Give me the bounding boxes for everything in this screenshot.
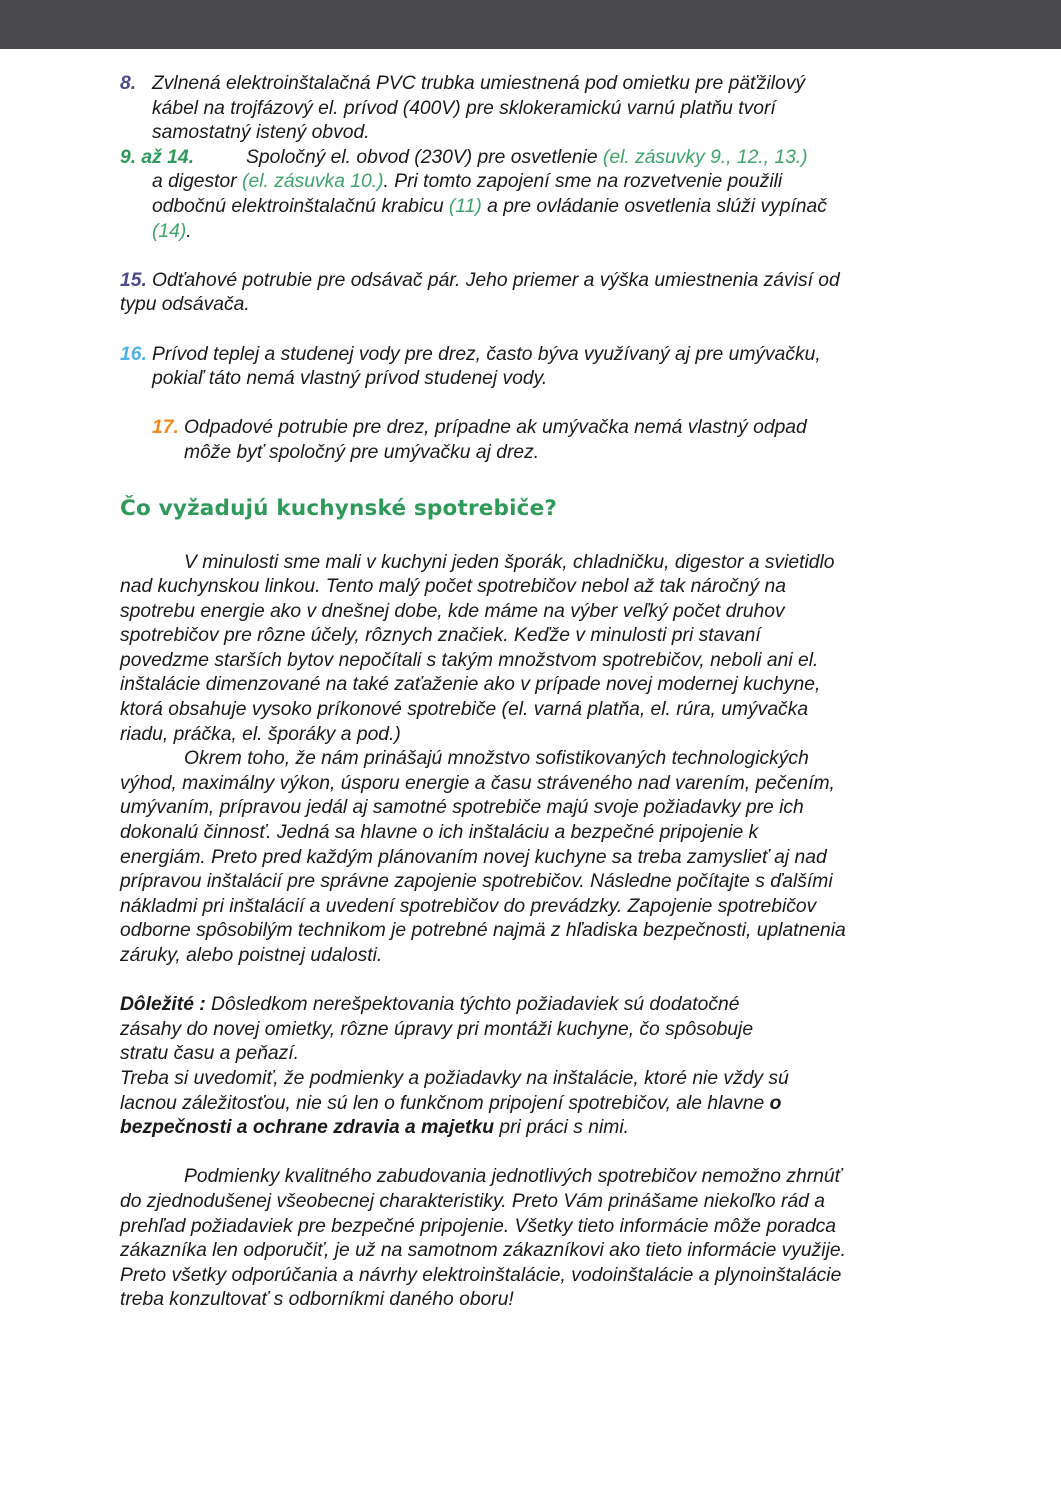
paragraph-line: treba konzultovať s odborníkmi daného oboru! [120, 1289, 514, 1311]
emphasis-text: bezpečnosti a ochrane zdravia a majetku [120, 1117, 494, 1139]
item-number: 9. až 14. [120, 146, 194, 168]
paragraph-line: Preto všetky odporúčania a návrhy elektroinštalácie, vodoinštalácie a plynoinštalácie [120, 1264, 842, 1286]
paragraph-line: riadu, práčka, el. šporáky a pod.) [120, 723, 401, 745]
paragraph-line: pri práci s nimi. [493, 1117, 629, 1139]
paragraph-line: Okrem toho, že nám prinášajú množstvo sofistikovaných technologických [184, 748, 809, 770]
paragraph-line: výhod, maximálny výkon, úsporu energie a času stráveného nad varením, pečením, [120, 772, 835, 794]
paragraph-line: lacnou záležitosťou, nie sú len o funkčnom pripojení spotrebičov, ale hlavne [120, 1092, 770, 1114]
paragraph-2 [120, 747, 930, 968]
paragraph-line: stratu času a peňazí. [120, 1043, 299, 1065]
paragraph-line: zásahy do novej omietky, rôzne úpravy pri montáži kuchyne, čo spôsobuje [120, 1018, 754, 1040]
item-text: . [186, 220, 192, 242]
item-text: a digestor [152, 171, 243, 193]
paragraph-line: odborne spôsobilým technikom je potrebné najmä z hľadiska bezpečnosti, uplatnenia [120, 920, 846, 942]
document-body [120, 72, 930, 1313]
emphasis-text: o [769, 1092, 782, 1114]
item-text-line: Zvlnená elektroinštalačná PVC trubka umiestnená pod omietku pre päťžilový [152, 73, 806, 94]
item-text: a pre ovládanie osvetlenia slúži vypínač [481, 195, 827, 217]
item-reference: (el. zásuvky 9., 12., 13.) [602, 146, 808, 168]
paragraph-line: ktorá obsahuje vysoko príkonové spotrebiče (el. varná platňa, el. rúra, umývačka [120, 699, 809, 721]
paragraph-line: nákladmi pri inštalácií a uvedení spotrebičov do prevádzky. Zapojenie spotrebičov [120, 895, 817, 917]
section-heading: Čo vyžadujú kuchynské spotrebiče? [120, 495, 558, 521]
item-text-line: kábel na trojfázový el. prívod (400V) pre sklokeramickú varnú platňu tvorí [152, 97, 776, 119]
important-note [120, 993, 930, 1141]
item-text-line: pokiaľ táto nemá vlastný prívod studenej vody. [152, 368, 548, 390]
paragraph-line: prípravou inštalácií pre správne zapojenie spotrebičov. Následne počítajte s ďalšími [120, 871, 833, 893]
item-reference: (11) [448, 195, 482, 217]
item-text-line: samostatný istený obvod. [152, 122, 370, 144]
paragraph-line: zákazníka len odporučiť, je už na samotnom zákazníkovi ako tieto informácie využije. [120, 1240, 846, 1262]
item-reference: (el. zásuvka 10.) [242, 171, 384, 193]
paragraph-line: do zjednodušenej všeobecnej charakteristiky. Preto Vám prinášame niekoľko rád a [120, 1190, 825, 1212]
item-text: Spoločný el. obvod (230V) pre osvetlenie [246, 146, 603, 168]
list-item-8 [120, 72, 930, 146]
paragraph-line: dokonalú činnosť. Jedná sa hlavne o ich inštaláciu a bezpečné pripojenie k [120, 822, 759, 844]
item-number: 15. [120, 269, 147, 291]
item-text-line: Odťahové potrubie pre odsávač pár. Jeho priemer a výška umiestnenia závisí od [152, 269, 840, 291]
important-label: Dôležité : [120, 994, 206, 1016]
paragraph-line: V minulosti sme mali v kuchyni jeden šporák, chladničku, digestor a svietidlo [184, 551, 835, 573]
paragraph-line: umývaním, prípravou jedál aj samotné spotrebiče majú svoje požiadavky pre ich [120, 797, 804, 819]
paragraph-3 [120, 1165, 930, 1313]
paragraph-line: záruky, alebo poistnej udalosti. [120, 945, 383, 966]
list-item-17 [120, 416, 930, 465]
paragraph-line: Treba si uvedomiť, že podmienky a požiadavky na inštalácie, ktoré nie vždy sú [120, 1067, 789, 1089]
paragraph-line: inštalácie dimenzované na také zaťaženie ako v prípade novej modernej kuchyne, [120, 674, 821, 696]
top-header-bar [0, 0, 1061, 49]
item-number: 8. [120, 73, 137, 94]
item-text-line: Odpadové potrubie pre drez, prípadne ak umývačka nemá vlastný odpad [184, 417, 807, 439]
paragraph-line: spotrebičov pre rôzne účely, rôznych značiek. Keďže v minulosti pri stavaní [120, 625, 761, 647]
item-number: 17. [152, 417, 179, 439]
paragraph-line: prehľad požiadaviek pre bezpečné pripojenie. Všetky tieto informácie môže poradca [120, 1215, 837, 1237]
item-text-line: Prívod teplej a studenej vody pre drez, často býva využívaný aj pre umývačku, [152, 343, 821, 365]
list-item-9-14 [120, 146, 930, 244]
paragraph-line: energiám. Preto pred každým plánovaním novej kuchyne sa treba zamyslieť aj nad [120, 846, 827, 868]
list-item-16 [120, 343, 930, 392]
paragraph-1 [120, 551, 930, 748]
item-text-line: môže byť spoločný pre umývačku aj drez. [184, 441, 540, 463]
item-number: 16. [120, 343, 147, 365]
paragraph-line: spotrebu energie ako v dnešnej dobe, kde máme na výber veľký počet druhov [120, 600, 785, 622]
item-text: . Pri tomto zapojení sme na rozvetvenie použili [383, 171, 783, 193]
paragraph-line: Dôsledkom nerešpektovania týchto požiadaviek sú dodatočné [205, 994, 740, 1016]
item-text-line: typu odsávača. [120, 294, 250, 316]
item-reference: (14) [152, 220, 187, 242]
item-text: odbočnú elektroinštalačnú krabicu [152, 195, 449, 217]
paragraph-line: povedzme starších bytov nepočítali s takým množstvom spotrebičov, neboli ani el. [120, 649, 819, 671]
paragraph-line: Podmienky kvalitného zabudovania jednotlivých spotrebičov nemožno zhrnúť [184, 1166, 842, 1188]
paragraph-line: nad kuchynskou linkou. Tento malý počet spotrebičov nebol až tak náročný na [120, 576, 786, 598]
list-item-15 [120, 269, 930, 318]
